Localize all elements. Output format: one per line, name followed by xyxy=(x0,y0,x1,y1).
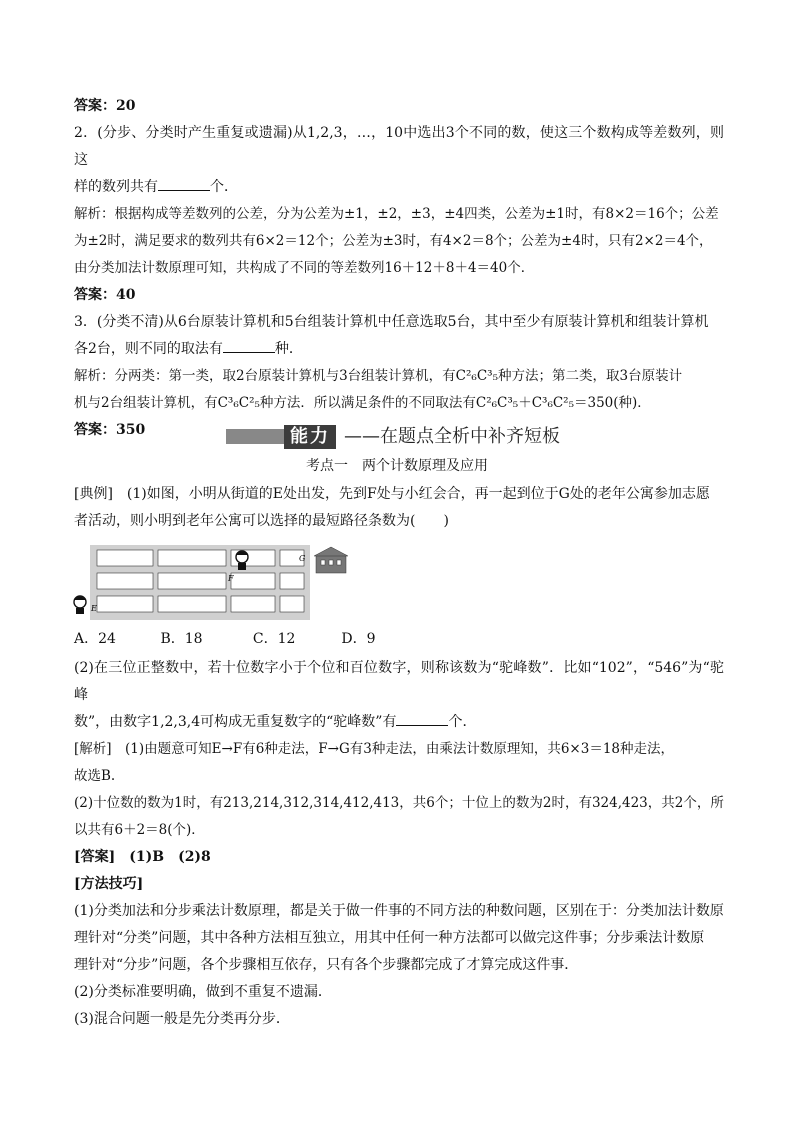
banner-bar xyxy=(226,429,284,444)
method-line-1: (1)分类加法和分步乘法计数原理，都是关于做一件事的不同方法的种数问题，区别在于：分类加法计数原 xyxy=(74,903,724,919)
label-f: F xyxy=(228,574,234,583)
solution-3-line-2: 机与2台组装计算机，有C³₆C²₅种方法．所以满足条件的不同取法有C²₆C³₅＋C³₆C²₅＝350(种)． xyxy=(74,395,651,411)
option-a[interactable]: A．24 xyxy=(74,631,116,647)
solution-line-1: [解析] (1)由题意可知E→F有6种走法，F→G有3种走法，由乘法计数原理知，共6×3＝18种走法， xyxy=(74,741,674,757)
banner-title: 能力 xyxy=(284,425,336,449)
method-line-5: (3)混合问题一般是先分类再分步． xyxy=(74,1011,290,1027)
example-intro xyxy=(74,481,724,535)
answer-3: 答案：350 xyxy=(74,422,146,438)
solution-2-line-1: 解析：根据构成等差数列的公差，分为公差为±1，±2，±3，±4四类，公差为±1时，有8×2＝16个；公差 xyxy=(74,206,719,222)
top-section xyxy=(74,93,724,444)
answer-blank[interactable] xyxy=(158,176,210,191)
question-2-line-2: 样的数列共有 个． xyxy=(74,174,724,201)
question-2-line-1: 2．(分步、分类时产生重复或遗漏)从1,2,3，…，10中选出3个不同的数，使这三个数构成等差数列，则这 xyxy=(74,125,724,168)
label-e: E xyxy=(91,604,97,613)
method-line-3: 理针对“分步”问题，各个步骤相互依存，只有各个步骤都完成了才算完成这件事． xyxy=(74,957,579,973)
option-c[interactable]: C．12 xyxy=(252,631,296,647)
solution-3-line-1: 解析：分两类：第一类，取2台原装计算机与3台组装计算机，有C²₆C³₅种方法；第二类，取3台原装计 xyxy=(74,368,683,384)
subsection-heading: 考点一 两个计数原理及应用 xyxy=(306,458,488,474)
method-line-2: 理针对“分类”问题，其中各种方法相互独立，用其中任何一种方法都可以做完这件事；分步乘法计数原 xyxy=(74,930,705,946)
option-b[interactable]: B．18 xyxy=(160,631,203,647)
answer-options xyxy=(74,628,376,650)
banner-tagline: ——在题点全析中补齐短板 xyxy=(344,426,560,447)
example-continued xyxy=(74,655,724,1033)
option-d[interactable]: D．9 xyxy=(341,631,376,647)
boy-icon xyxy=(74,596,86,614)
answer-blank[interactable] xyxy=(223,338,275,353)
solution-2-line-2: 为±2时，满足要求的数列共有6×2＝12个；公差为±3时，有4×2＝8个；公差为±4时，只有2×2＝4个， xyxy=(74,233,713,249)
part-2-line-1: (2)在三位正整数中，若十位数字小于个位和百位数字，则称该数为“驼峰数”．比如“102”，“546”为“驼峰 xyxy=(74,660,724,703)
example-line-1: [典例] (1)如图，小明从街道的E处出发，先到F处与小红会合，再一起到位于G处的老年公寓参加志愿 xyxy=(74,486,710,502)
answer-1: 答案：20 xyxy=(74,98,136,114)
building-icon xyxy=(314,547,348,573)
section-banner xyxy=(226,425,576,449)
solution-line-4: 以共有6＋2＝8(个)． xyxy=(74,822,205,838)
answer-2: 答案：40 xyxy=(74,287,136,303)
question-3-line-1: 3．(分类不清)从6台原装计算机和5台组装计算机中任意选取5台，其中至少有原装计算机和组装计算机 xyxy=(74,314,709,330)
street-grid-figure xyxy=(72,545,362,620)
example-line-2: 者活动，则小明到老年公寓可以选择的最短路径条数为( ) xyxy=(74,513,449,529)
method-title: [方法技巧] xyxy=(74,876,144,892)
answer-blank[interactable] xyxy=(396,711,448,726)
solution-line-2: 故选B. xyxy=(74,768,116,784)
solution-line-3: (2)十位数的数为1时，有213,214,312,314,412,413，共6个；十位上的数为2时，有324,423，共2个，所 xyxy=(74,795,724,811)
part-2-line-2: 数”，由数字1,2,3,4可构成无重复数字的“驼峰数”有 个． xyxy=(74,709,724,736)
label-g: G xyxy=(299,554,306,563)
example-answer: [答案] (1)B (2)8 xyxy=(74,849,211,865)
solution-2-line-3: 由分类加法计数原理可知，共构成了不同的等差数列16＋12＋8＋4＝40个． xyxy=(74,260,535,276)
method-line-4: (2)分类标准要明确，做到不重复不遗漏． xyxy=(74,984,332,1000)
question-3-line-2: 各2台，则不同的取法有 种． xyxy=(74,336,724,363)
